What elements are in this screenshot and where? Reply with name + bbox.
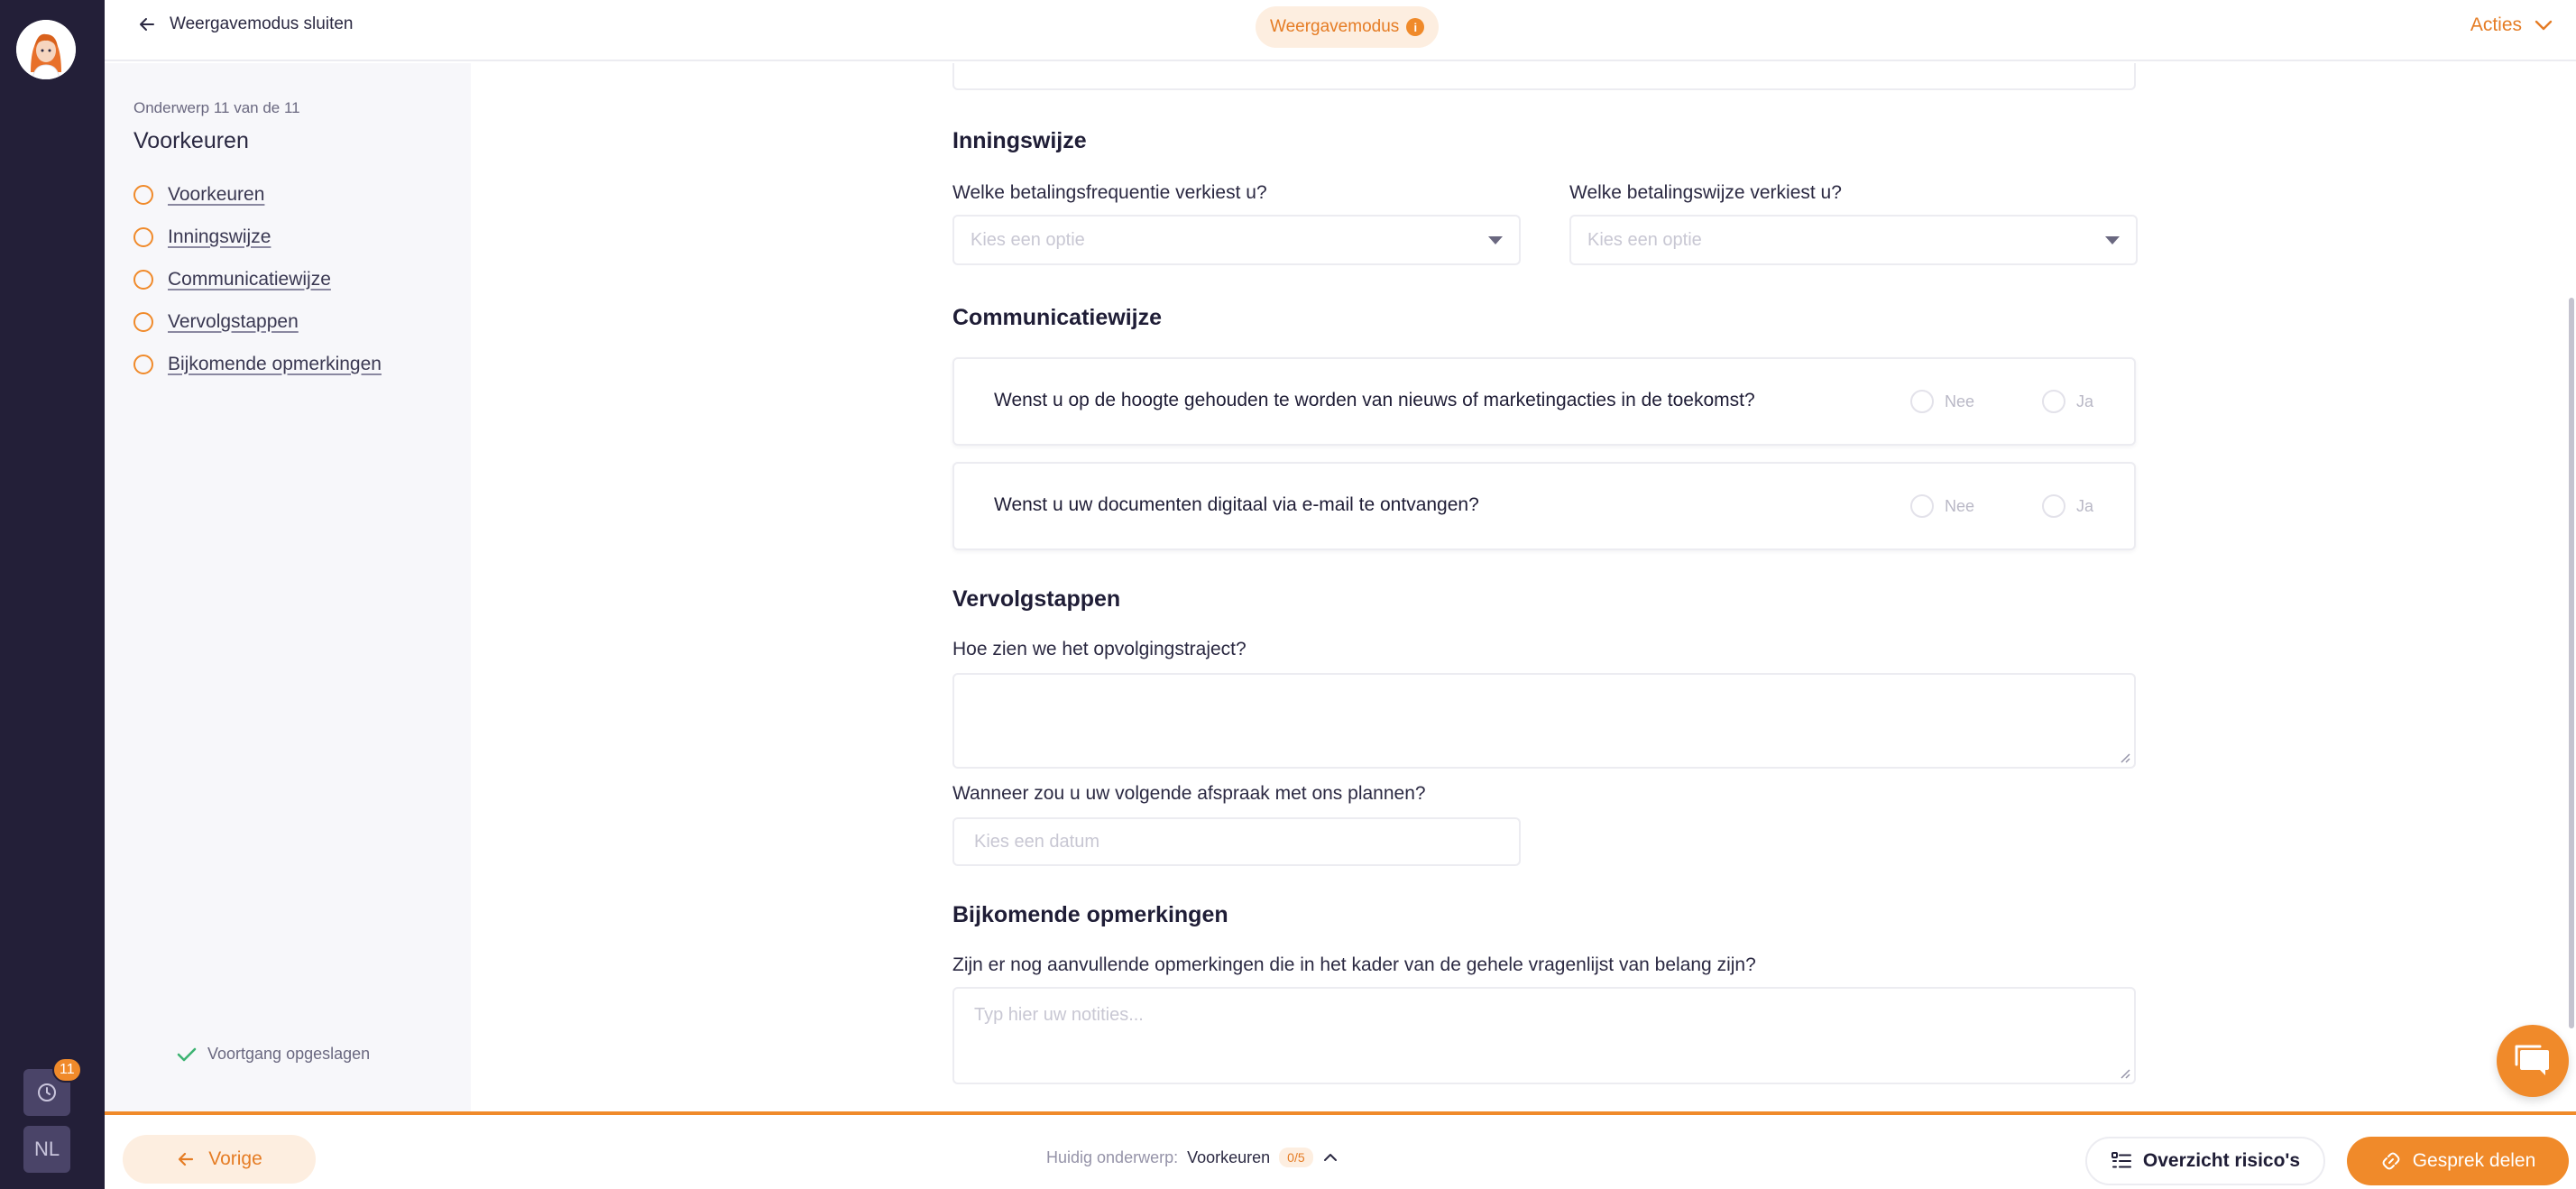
payment-frequency-label: Welke betalingsfrequentie verkiest u? [952,182,1267,203]
nav-item-inningswijze[interactable] [133,216,382,258]
topic-title: Voorkeuren [133,128,249,153]
section-heading-vervolgstappen: Vervolgstappen [952,586,1121,612]
previous-field[interactable] [952,63,2136,90]
list-icon [2111,1151,2132,1171]
view-mode-label: Weergavemodus [1270,17,1400,36]
caret-down-icon [1488,236,1503,244]
notification-badge: 11 [52,1057,82,1083]
status-circle-icon [133,270,153,290]
arrow-left-icon [176,1149,196,1169]
nav-item-label: Communicatiewijze [168,268,331,290]
arrow-left-icon [137,14,157,34]
close-view-mode-link[interactable] [137,14,353,34]
nav-item-bijkomende-opmerkingen[interactable] [133,343,382,385]
payment-frequency-select[interactable] [952,215,1521,265]
radio-label: Nee [1945,496,1975,515]
radio-nee[interactable] [1910,494,1974,518]
close-view-mode-label: Weergavemodus sluiten [170,14,354,33]
radio-label: Ja [2076,496,2094,515]
nav-item-communicatiewijze[interactable] [133,258,382,300]
radio-circle [2042,390,2065,413]
question-text: Wenst u op de hoogte gehouden te worden van nieuws of marketingacties in de toekomst? [994,390,1755,410]
resize-handle-icon[interactable] [2118,751,2130,763]
payment-method-select[interactable] [1569,215,2138,265]
info-icon: i [1406,18,1424,36]
checkmark-icon [177,1046,197,1063]
previous-button[interactable] [123,1135,316,1184]
progress-badge: 0/5 [1279,1148,1312,1167]
radio-circle [1910,494,1934,518]
scrollbar-thumb[interactable] [2569,298,2574,1028]
caret-down-icon [2105,236,2120,244]
topic-navigation [105,63,471,1111]
link-icon [2380,1150,2402,1172]
scrollbar[interactable] [2567,63,2576,1111]
radio-label: Nee [1945,392,1975,410]
section-heading-inningswijze: Inningswijze [952,128,1087,153]
chat-bubble-icon [2513,1043,2553,1079]
radio-label: Ja [2076,392,2094,410]
share-conversation-button[interactable] [2347,1137,2569,1185]
saved-status [177,1045,370,1064]
clock-icon [36,1082,58,1103]
language-button[interactable]: NL [23,1126,70,1173]
saved-status-label: Voortgang opgeslagen [207,1045,371,1063]
radio-nee[interactable] [1910,390,1974,413]
main-content [471,63,2576,1111]
notes-textarea[interactable] [952,987,2136,1084]
view-mode-badge[interactable] [1256,6,1439,48]
share-conversation-label: Gesprek delen [2412,1150,2536,1171]
bottom-bar [105,1111,2576,1189]
resize-handle-icon[interactable] [2118,1066,2130,1079]
chat-button[interactable] [2497,1025,2569,1097]
status-circle-icon [133,312,153,332]
topic-list [133,173,382,385]
current-topic-value: Voorkeuren [1187,1148,1271,1166]
nav-item-vervolgstappen[interactable] [133,300,382,343]
status-circle-icon [133,355,153,374]
remarks-question-label: Zijn er nog aanvullende opmerkingen die in het kader van de gehele vragenlijst van belang zijn? [952,954,1756,975]
nav-item-label: Voorkeuren [168,183,265,205]
nav-item-label: Bijkomende opmerkingen [168,353,382,374]
question-card-digital-documents [952,462,2136,550]
previous-button-label: Vorige [208,1148,262,1169]
question-text: Wenst u uw documenten digitaal via e-mail te ontvangen? [994,494,1479,515]
status-circle-icon [133,185,153,205]
chevron-down-icon [2535,19,2553,32]
current-topic-indicator[interactable] [1046,1148,1339,1167]
actions-label: Acties [2470,14,2522,35]
chevron-up-icon [1322,1152,1339,1163]
trajectory-textarea[interactable] [952,673,2136,769]
app-rail [0,0,105,1189]
actions-menu[interactable] [2470,14,2553,36]
nav-item-voorkeuren[interactable] [133,173,382,216]
risk-overview-button[interactable] [2085,1137,2325,1185]
nav-item-label: Inningswijze [168,226,271,247]
question-card-newsletter [952,357,2136,446]
avatar[interactable] [16,20,76,79]
status-circle-icon [133,227,153,247]
nav-item-label: Vervolgstappen [168,310,299,332]
notes-placeholder: Typ hier uw notities... [974,1005,1144,1025]
radio-circle [2042,494,2065,518]
payment-method-placeholder: Kies een optie [1587,229,1702,250]
payment-method-label: Welke betalingswijze verkiest u? [1569,182,1842,203]
topic-counter: Onderwerp 11 van de 11 [133,99,300,116]
trajectory-label: Hoe zien we het opvolgingstraject? [952,639,1247,659]
risk-overview-label: Overzicht risico's [2142,1150,2301,1171]
radio-ja[interactable] [2042,494,2093,518]
appointment-label: Wanneer zou u uw volgende afspraak met ons plannen? [952,783,1426,804]
section-heading-communicatiewijze: Communicatiewijze [952,305,1162,330]
appointment-date-placeholder: Kies een datum [974,831,1099,852]
radio-circle [1910,390,1934,413]
top-bar [105,0,2576,61]
appointment-date-input[interactable] [952,817,1521,866]
payment-frequency-placeholder: Kies een optie [971,229,1085,250]
current-topic-prefix: Huidig onderwerp: [1046,1148,1179,1166]
section-heading-bijkomende-opmerkingen: Bijkomende opmerkingen [952,902,1228,927]
radio-ja[interactable] [2042,390,2093,413]
